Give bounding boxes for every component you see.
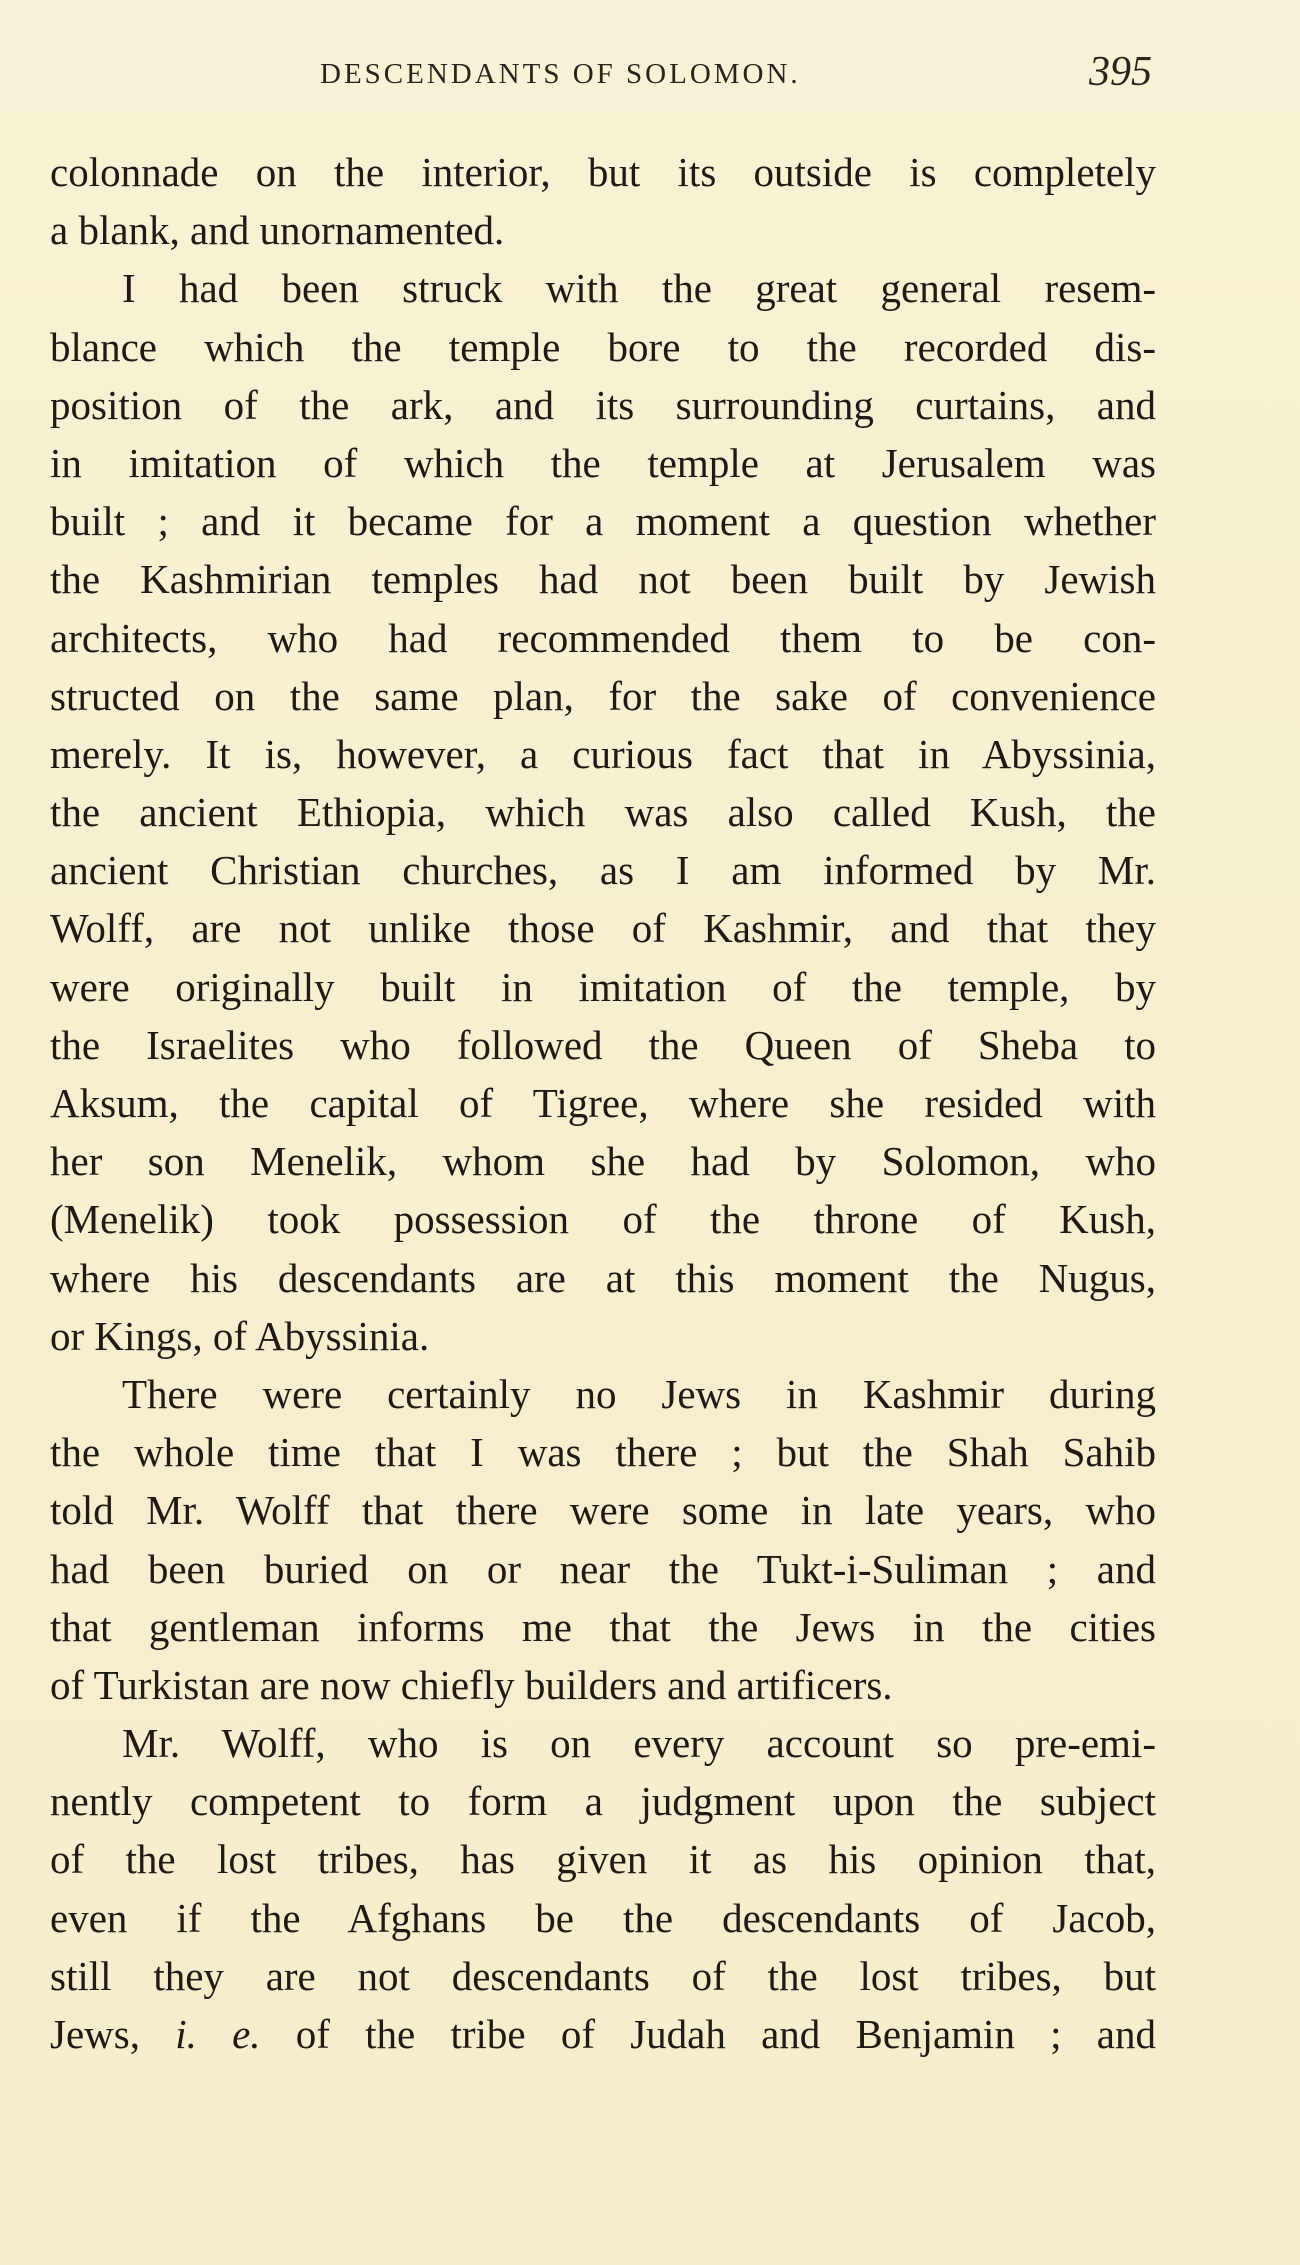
text-line: the ancient Ethiopia, which was also called Kush, the — [50, 789, 1156, 836]
text-line: blance which the temple bore to the recorded dis- — [50, 323, 1156, 370]
text-line: still they are not descendants of the lost tribes, but — [50, 1952, 1156, 1999]
body-text — [50, 143, 1156, 2063]
text-line: structed on the same plan, for the sake of convenience — [50, 672, 1156, 719]
text-line: ancient Christian churches, as I am informed by Mr. — [50, 847, 1156, 894]
text-line: I had been struck with the great general resem- — [122, 265, 1156, 312]
italic-abbreviation: i. e. — [175, 2011, 261, 2057]
text-line: in imitation of which the temple at Jerusalem was — [50, 439, 1156, 486]
text-line: position of the ark, and its surrounding curtains, and — [50, 381, 1156, 428]
text-line-final — [50, 2005, 1156, 2063]
text-line: of the lost tribes, has given it as his opinion that, — [50, 1836, 1156, 1883]
text-line: built ; and it became for a moment a question whether — [50, 498, 1156, 545]
text-fragment: of the tribe of Judah and Benjamin ; and — [260, 2011, 1156, 2057]
text-line: There were certainly no Jews in Kashmir during — [122, 1370, 1156, 1417]
text-line: (Menelik) took possession of the throne of Kush, — [50, 1196, 1156, 1243]
text-line: architects, who had recommended them to be con- — [50, 614, 1156, 661]
text-fragment: Jews, — [50, 2011, 176, 2057]
text-line: colonnade on the interior, but its outside is completely — [50, 149, 1156, 195]
text-line: merely. It is, however, a curious fact that in Abyssinia, — [50, 730, 1156, 777]
text-line: her son Menelik, whom she had by Solomon, who — [50, 1138, 1156, 1185]
text-line: that gentleman informs me that the Jews in the cities — [50, 1603, 1156, 1650]
text-line: Wolff, are not unlike those of Kashmir, and that they — [50, 905, 1156, 952]
text-line: the whole time that I was there ; but the Shah Sahib — [50, 1429, 1156, 1476]
running-head: DESCENDANTS OF SOLOMON. — [320, 58, 801, 90]
text-line: of Turkistan are now chiefly builders and artificers. — [50, 1661, 893, 1708]
text-line: nently competent to form a judgment upon the subject — [50, 1778, 1156, 1825]
text-line: told Mr. Wolff that there were some in late years, who — [50, 1487, 1156, 1534]
text-line: Mr. Wolff, who is on every account so pre-emi- — [122, 1720, 1156, 1767]
text-line: were originally built in imitation of the temple, by — [50, 963, 1156, 1010]
text-line: where his descendants are at this moment the Nugus, — [50, 1254, 1156, 1301]
text-line: the Kashmirian temples had not been built by Jewish — [50, 556, 1156, 603]
page-number: 395 — [1089, 49, 1152, 95]
text-line: even if the Afghans be the descendants of Jacob, — [50, 1894, 1156, 1941]
text-line: Aksum, the capital of Tigree, where she resided with — [50, 1080, 1156, 1126]
text-line: the Israelites who followed the Queen of Sheba to — [50, 1021, 1156, 1068]
text-line: had been buried on or near the Tukt-i-Suliman ; and — [50, 1545, 1156, 1592]
text-line: a blank, and unornamented. — [50, 207, 505, 254]
text-line: or Kings, of Abyssinia. — [50, 1312, 430, 1359]
